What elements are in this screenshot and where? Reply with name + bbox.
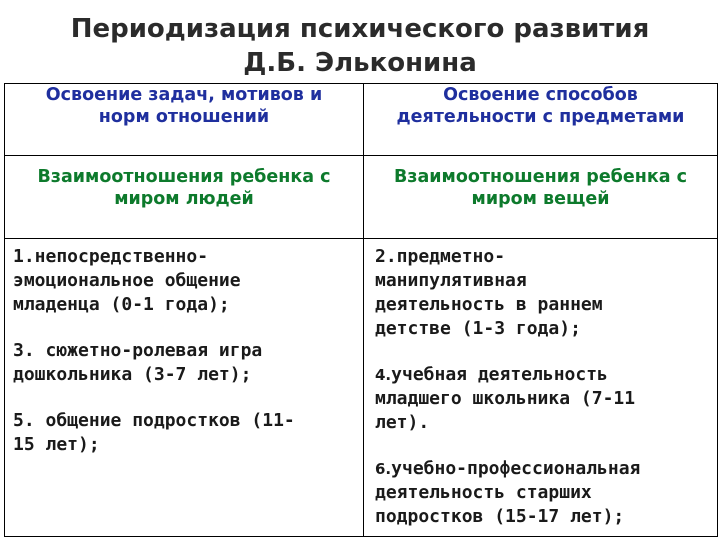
stages-left-cell (5, 239, 364, 537)
header-tasks-motives: Освоение задач, мотивов и норм отношений (5, 84, 364, 156)
stage-3: 3. сюжетно-ролевая игра дошкольника (3-7 лет); (13, 340, 263, 385)
stages-right-cell (364, 239, 718, 537)
stage-5: 5. общение подростков (11- 15 лет); (13, 410, 295, 455)
header-row-tasks (5, 84, 718, 156)
stage-2: 2.предметно- манипулятивная деятельность в раннем детстве (1-3 года); (375, 246, 603, 339)
periodization-table (4, 83, 718, 537)
header-relations-things: Взаимоотношения ребенка с миром вещей (364, 156, 718, 239)
stage-4: 4.учебная деятельность младшего школьника (7-11 лет). (375, 364, 636, 433)
stages-row (5, 239, 718, 537)
title-line-1: Периодизация психического развития (70, 14, 650, 44)
header-relations-people: Взаимоотношения ребенка с миром людей (5, 156, 364, 239)
stage-6: 6.учебно-профессиональная деятельность старших подростков (15-17 лет); (375, 458, 641, 527)
header-methods-activity: Освоение способов деятельности с предметами (364, 84, 718, 156)
stage-1: 1.непосредственно- эмоциональное общение младенца (0-1 года); (13, 246, 241, 315)
page-title (0, 12, 720, 80)
title-line-2: Д.Б. Эльконина (243, 48, 477, 78)
header-row-relations (5, 156, 718, 239)
